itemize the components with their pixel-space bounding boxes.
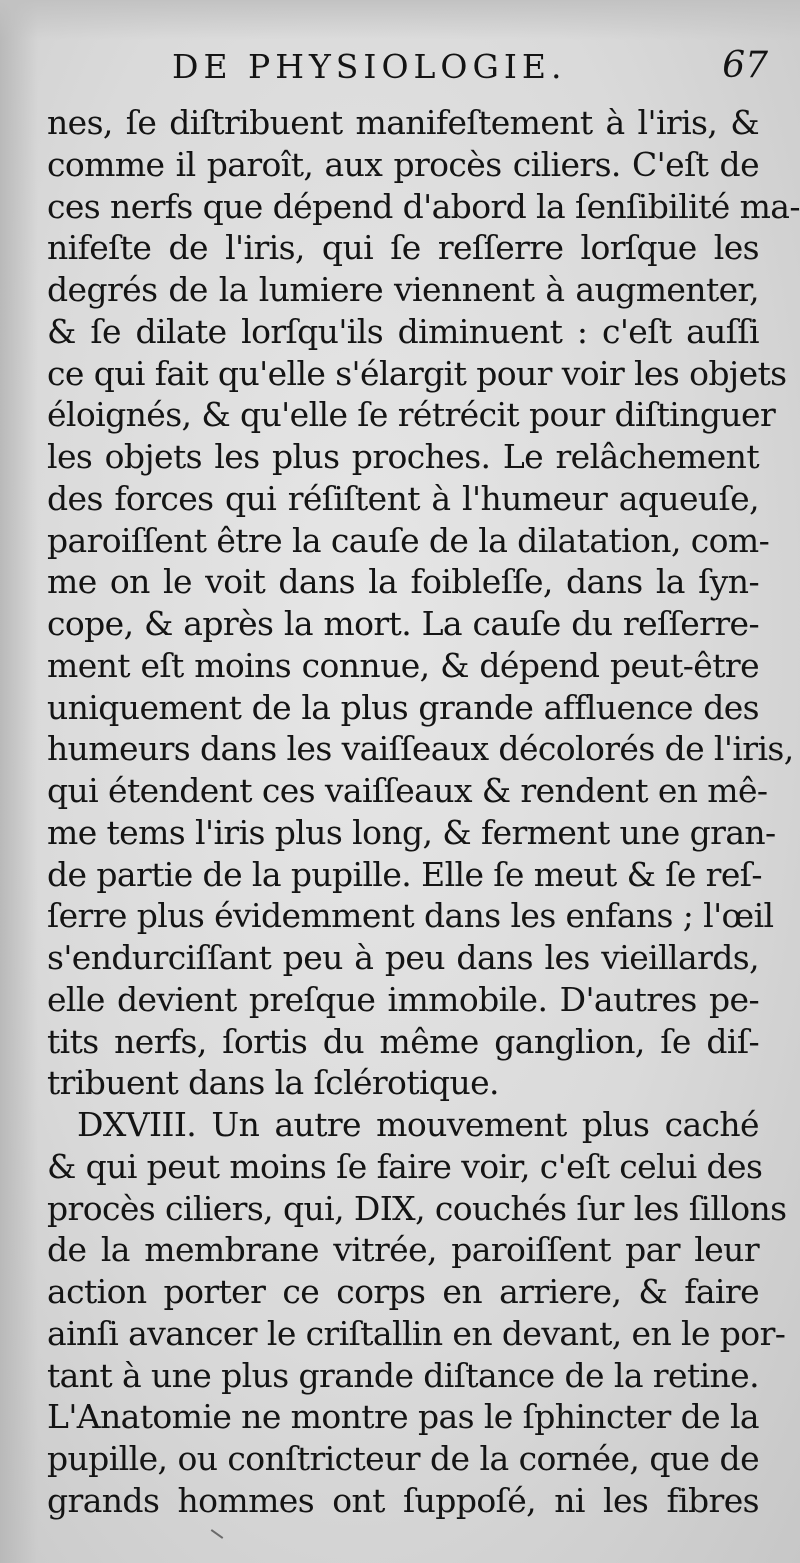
ink-mark [211, 1529, 224, 1539]
text-line: grands hommes ont ſuppoſé, ni les fibres [47, 1480, 759, 1520]
text-line: ment eſt moins connue, & dépend peut-être [47, 645, 759, 685]
text-line: tant à une plus grande diſtance de la retine. [47, 1355, 759, 1395]
text-line: ſerre plus évidemment dans les enfans ; l'œil [47, 896, 774, 936]
text-line: ce qui fait qu'elle s'élargit pour voir les objets [47, 353, 787, 393]
body-text [47, 102, 800, 1522]
text-line: tits nerfs, ſortis du même ganglion, ſe diſ- [47, 1021, 759, 1061]
text-line: pupille, ou conſtricteur de la cornée, que de [47, 1439, 759, 1478]
text-line: éloignés, & qu'elle ſe rétrécit pour diſtinguer [47, 395, 776, 435]
text-line: me tems l'iris plus long, & ferment une gran- [47, 812, 776, 852]
text-line: ces nerfs que dépend d'abord la ſenſibilité ma- [47, 186, 800, 226]
text-line: degrés de la lumiere viennent à augmenter, [47, 270, 759, 309]
text-line: & ſe dilate lorſqu'ils diminuent : c'eſt auſſi [47, 311, 759, 351]
text-line: cope, & après la mort. La cauſe du reſſerre- [47, 604, 759, 643]
text-line: elle devient preſque immobile. D'autres pe- [47, 979, 759, 1019]
running-head: DE PHYSIOLOGIE. [172, 47, 567, 86]
text-line: uniquement de la plus grande affluence des [47, 687, 759, 727]
text-line: paroiſſent être la cauſe de la dilatation, com- [47, 520, 770, 560]
text-line: ainſi avancer le criſtallin en devant, en le por- [47, 1313, 786, 1353]
text-line: humeurs dans les vaiſſeaux décolorés de l'iris, [47, 729, 794, 769]
text-line: qui étendent ces vaiſſeaux & rendent en mê- [47, 771, 768, 810]
text-line: nifeſte de l'iris, qui ſe reſſerre lorſque les [47, 228, 759, 268]
text-line: & qui peut moins ſe faire voir, c'eſt celui des [47, 1146, 763, 1186]
text-line: procès ciliers, qui, DIX, couchés ſur les ſillons [47, 1188, 787, 1228]
text-line: comme il paroît, aux procès ciliers. C'eſt de [47, 144, 759, 184]
text-line: action porter ce corps en arriere, & faire [47, 1272, 759, 1311]
page-shadow-top [0, 0, 800, 40]
text-line: s'endurciſſant peu à peu dans les vieillards, [47, 938, 759, 977]
text-line: nes, ſe diſtribuent manifeſtement à l'iris, & [47, 103, 759, 142]
text-line: les objets les plus proches. Le relâchement [47, 437, 759, 476]
text-line: L'Anatomie ne montre pas le ſphincter de la [47, 1397, 759, 1437]
text-line: de la membrane vitrée, paroiſſent par leur [47, 1230, 759, 1270]
page-number: 67 [722, 45, 768, 86]
text-line: de partie de la pupille. Elle ſe meut & ſe reſ- [47, 854, 762, 894]
page-shadow-left [0, 0, 38, 1563]
text-line: me on le voit dans la foibleſſe, dans la ſyn- [47, 562, 759, 602]
section-start-line: DXVIII. Un autre mouvement plus caché [77, 1105, 759, 1144]
text-line: des forces qui réſiſtent à l'humeur aqueuſe, [47, 478, 759, 518]
paragraph-end-line: tribuent dans la ſclérotique. [47, 1063, 499, 1103]
